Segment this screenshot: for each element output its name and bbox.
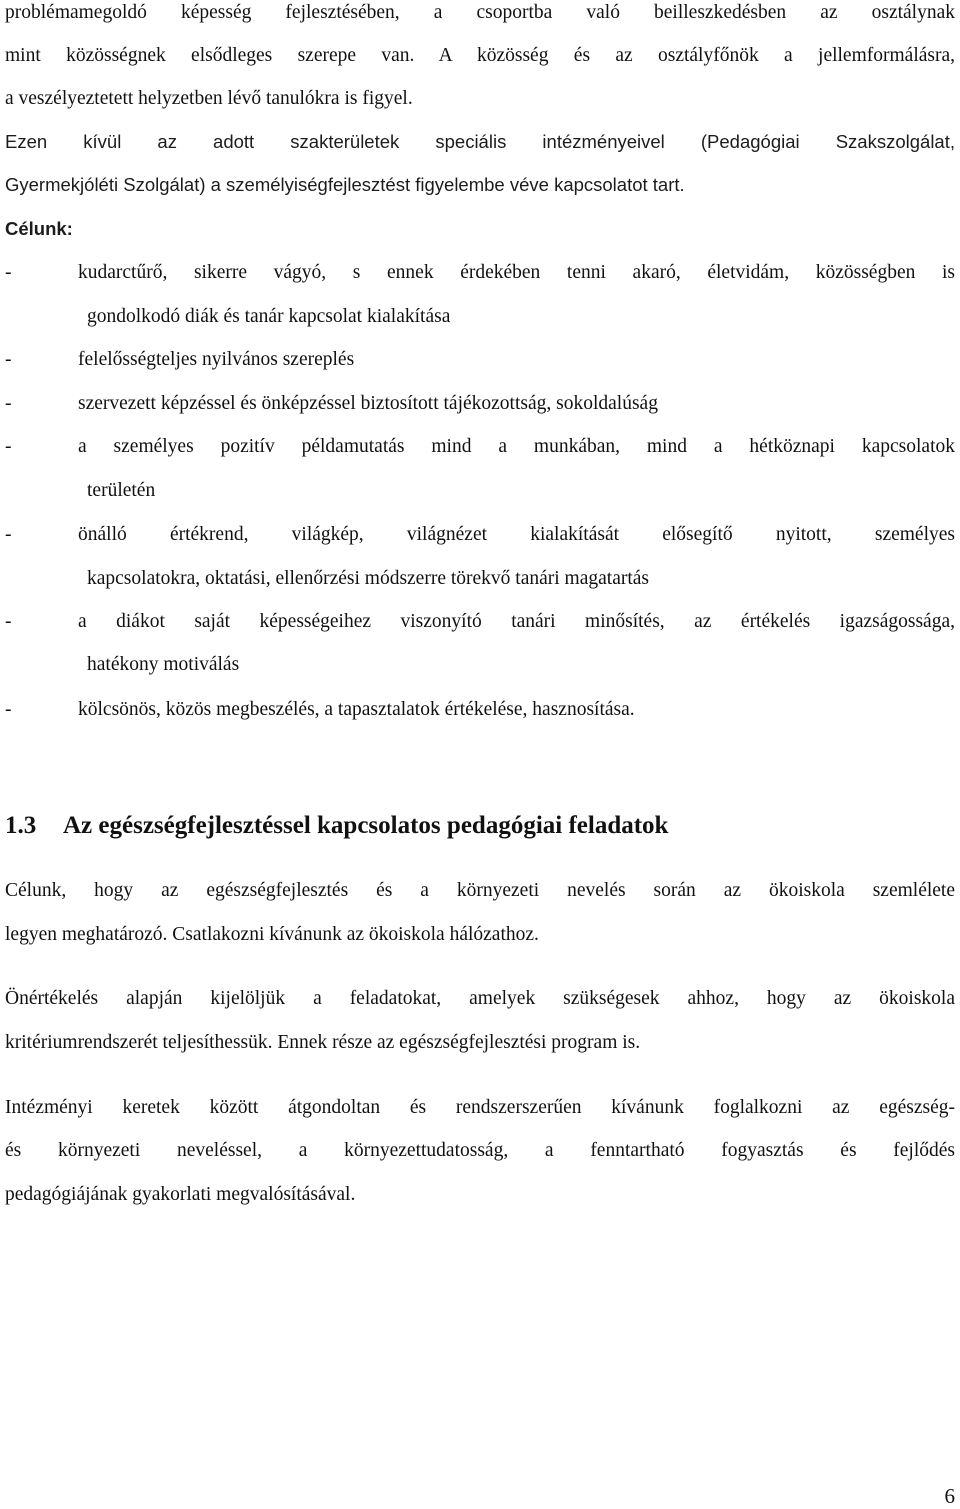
list-bullet: -	[5, 393, 12, 414]
section-number: 1.3	[5, 812, 37, 839]
list-item-continuation: kapcsolatokra, oktatási, ellenőrzési módszerre törekvő tanári magatartás	[87, 568, 650, 589]
list-bullet: -	[5, 262, 12, 283]
list-item-continuation: hatékony motiválás	[87, 654, 240, 675]
list-bullet: -	[5, 524, 12, 545]
paragraph-3-line-1: Intézményi keretek között átgondoltan és rendszerszerűen kívánunk foglalkozni az egészség-	[5, 1097, 955, 1118]
list-item: kölcsönös, közös megbeszélés, a tapasztalatok értékelése, hasznosítása.	[78, 699, 635, 720]
list-item: a személyes pozitív példamutatás mind a munkában, mind a hétköznapi kapcsolatok	[78, 436, 955, 457]
paragraph-1-line-2: legyen meghatározó. Csatlakozni kívánunk az ökoiskola hálózathoz.	[5, 924, 539, 945]
list-item: a diákot saját képességeihez viszonyító tanári minősítés, az értékelés igazságossága,	[78, 611, 955, 632]
institutions-line-2: Gyermekjóléti Szolgálat) a személyiségfejlesztést figyelembe véve kapcsolatot tart.	[5, 174, 685, 195]
list-bullet: -	[5, 349, 12, 370]
list-item: felelősségteljes nyilvános szereplés	[78, 349, 355, 370]
list-item: szervezett képzéssel és önképzéssel biztosított tájékozottság, sokoldalúság	[78, 393, 658, 414]
goals-title: Célunk:	[5, 218, 73, 239]
list-item-continuation: területén	[87, 480, 156, 501]
list-item: önálló értékrend, világkép, világnézet kialakítását elősegítő nyitott, személyes	[78, 524, 955, 545]
intro-line-3: a veszélyeztetett helyzetben lévő tanulókra is figyel.	[5, 88, 413, 109]
paragraph-1-line-1: Célunk, hogy az egészségfejlesztés és a környezeti nevelés során az ökoiskola szemlélete	[5, 880, 955, 901]
intro-line-2: mint közösségnek elsődleges szerepe van. A közösség és az osztályfőnök a jellemformálásra,	[5, 45, 955, 66]
paragraph-2-line-2: kritériumrendszerét teljesíthessük. Ennek része az egészségfejlesztési program is.	[5, 1032, 641, 1053]
page-number: 6	[944, 1484, 955, 1508]
paragraph-3-line-3: pedagógiájának gyakorlati megvalósításával.	[5, 1184, 356, 1205]
list-bullet: -	[5, 436, 12, 457]
section-title: Az egészségfejlesztéssel kapcsolatos pedagógiai feladatok	[63, 812, 669, 839]
paragraph-2-line-1: Önértékelés alapján kijelöljük a feladatokat, amelyek szükségesek ahhoz, hogy az ökoiskola	[5, 988, 955, 1009]
list-item: kudarctűrő, sikerre vágyó, s ennek érdekében tenni akaró, életvidám, közösségben is	[78, 262, 955, 283]
institutions-line-1: Ezen kívül az adott szakterületek speciális intézményeivel (Pedagógiai Szakszolgálat,	[5, 131, 955, 152]
intro-line-1: problémamegoldó képesség fejlesztésében, a csoportba való beilleszkedésben az osztálynak	[5, 2, 955, 23]
list-bullet: -	[5, 699, 12, 720]
section-heading	[5, 810, 668, 842]
list-item-continuation: gondolkodó diák és tanár kapcsolat kialakítása	[87, 306, 451, 327]
list-bullet: -	[5, 611, 12, 632]
paragraph-3-line-2: és környezeti neveléssel, a környezettudatosság, a fenntartható fogyasztás és fejlődés	[5, 1140, 955, 1161]
